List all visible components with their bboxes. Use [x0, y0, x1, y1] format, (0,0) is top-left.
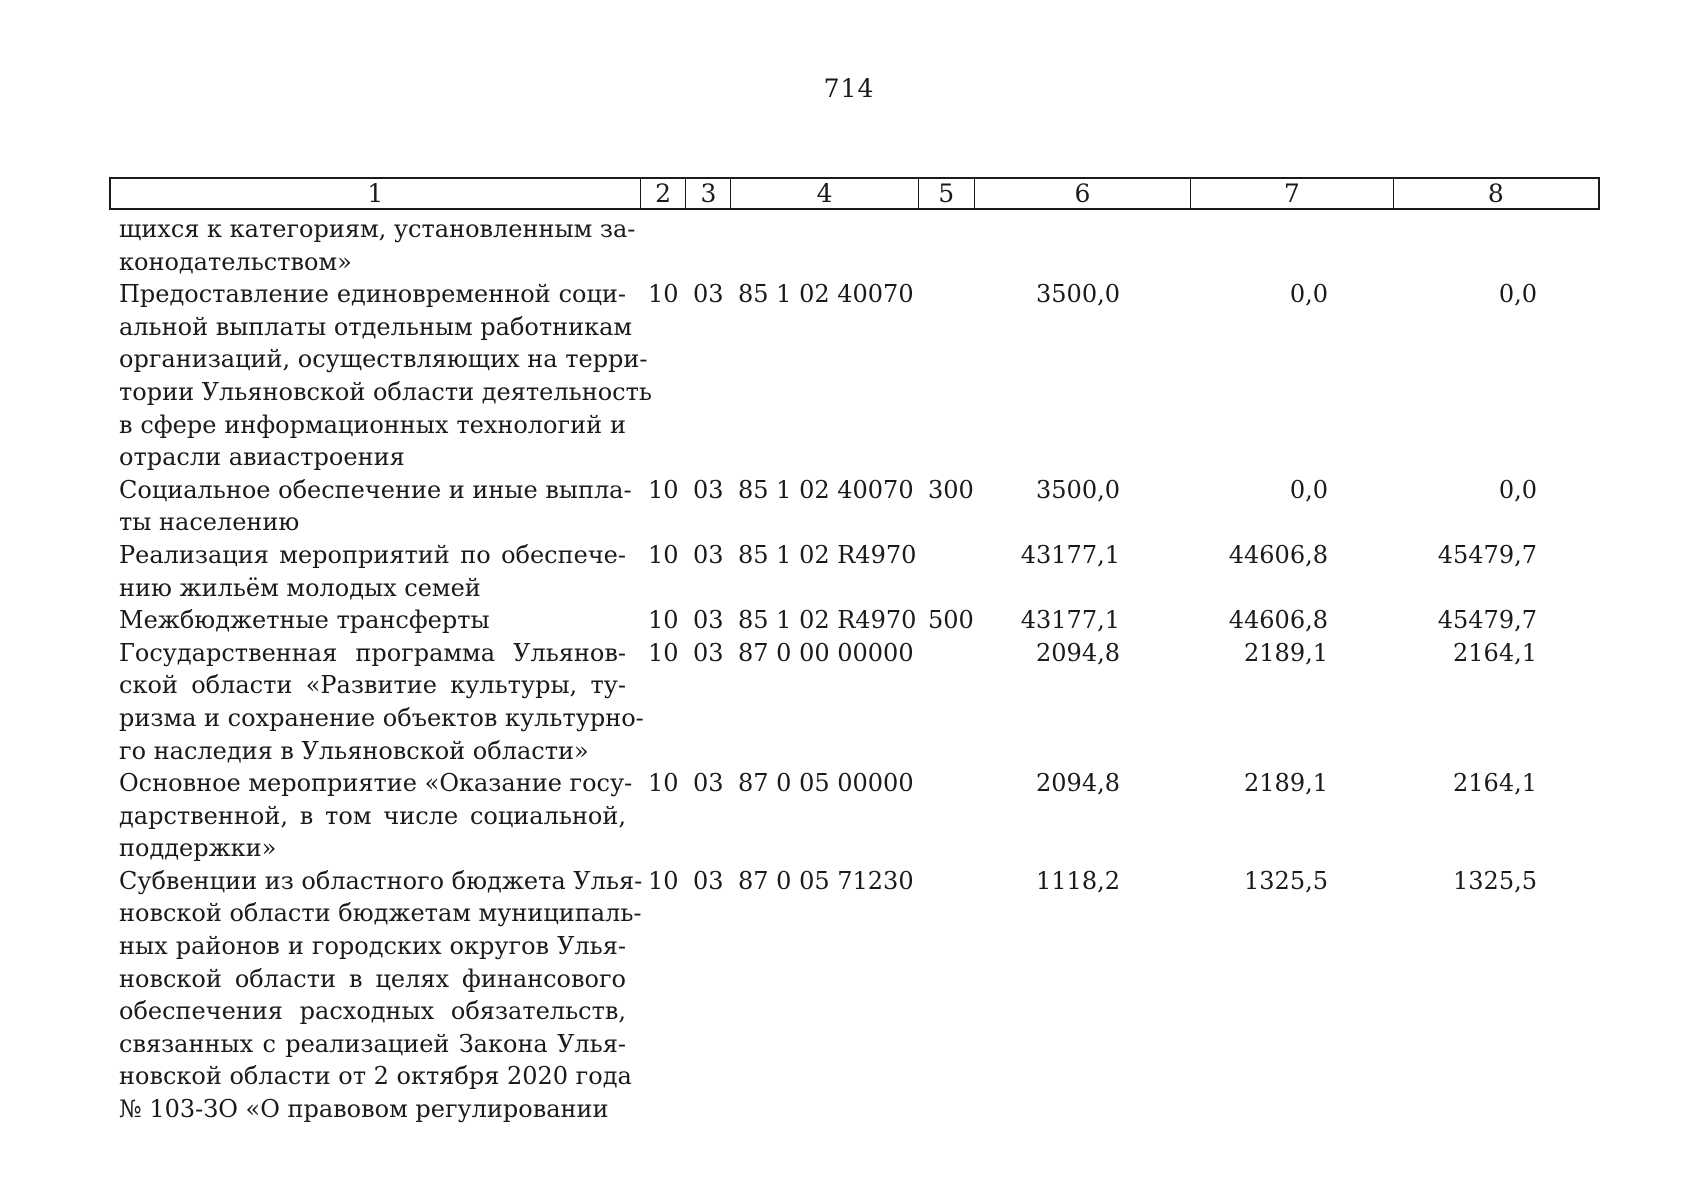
description-line: Социальное обеспечение и иные выпла- [119, 475, 632, 504]
cell-col-7: 44606,8 [1228, 540, 1328, 569]
cell-col-2: 10 [648, 606, 679, 635]
cell-col-2: 10 [648, 280, 679, 309]
description-line: поддержки» [119, 834, 277, 863]
description-line: альной выплаты отдельным работникам [119, 312, 633, 341]
description-line: ты населению [119, 508, 300, 537]
row-description [119, 637, 644, 767]
cell-col-3: 03 [693, 475, 724, 504]
row-description [119, 213, 636, 278]
table-header [109, 177, 1600, 210]
table-row [0, 278, 1698, 474]
cell-col-8: 2164,1 [1453, 638, 1537, 667]
description-line: щихся к категориям, установленным за- [119, 215, 636, 243]
table-row [0, 767, 1698, 865]
cell-col-4: 85 1 02 40070 [738, 280, 914, 309]
description-line: нию жильём молодых семей [119, 573, 481, 602]
description-line: тории Ульяновской области деятельность [119, 377, 652, 406]
description-line: обеспечения расходных обязательств, [119, 997, 626, 1026]
description-line: новской области от 2 октября 2020 года [119, 1062, 632, 1091]
cell-col-6: 3500,0 [1036, 280, 1120, 309]
description-line: го наследия в Ульяновской области» [119, 736, 589, 765]
row-description [119, 539, 626, 604]
cell-col-7: 1325,5 [1244, 866, 1328, 895]
cell-col-6: 43177,1 [1020, 540, 1120, 569]
cell-col-7: 0,0 [1289, 475, 1328, 504]
header-col-5: 5 [919, 179, 975, 208]
header-col-6: 6 [975, 179, 1191, 208]
table-body [0, 213, 1698, 1126]
cell-col-2: 10 [648, 638, 679, 667]
description-line: Межбюджетные трансферты [119, 606, 490, 635]
row-description [119, 278, 652, 474]
description-line: Основное мероприятие «Оказание госу- [119, 769, 633, 798]
header-col-7: 7 [1191, 179, 1393, 208]
table-row [0, 474, 1698, 539]
cell-col-7: 44606,8 [1228, 606, 1328, 635]
cell-col-5: 500 [928, 606, 974, 635]
cell-col-3: 03 [693, 769, 724, 798]
header-col-3: 3 [686, 179, 731, 208]
description-line: Предоставление единовременной соци- [119, 280, 626, 309]
table-row [0, 865, 1698, 1126]
cell-col-6: 1118,2 [1036, 866, 1120, 895]
cell-col-2: 10 [648, 866, 679, 895]
cell-col-7: 2189,1 [1244, 769, 1328, 798]
description-line: отрасли авиастроения [119, 443, 405, 472]
table-row [0, 604, 1698, 637]
cell-col-4: 85 1 02 40070 [738, 475, 914, 504]
header-col-4: 4 [731, 179, 919, 208]
cell-col-8: 0,0 [1498, 475, 1537, 504]
cell-col-7: 2189,1 [1244, 638, 1328, 667]
cell-col-7: 0,0 [1289, 280, 1328, 309]
cell-col-2: 10 [648, 769, 679, 798]
cell-col-4: 87 0 00 00000 [738, 638, 914, 667]
header-col-2: 2 [641, 179, 687, 208]
cell-col-4: 85 1 02 R4970 [738, 540, 917, 569]
cell-col-4: 85 1 02 R4970 [738, 606, 917, 635]
cell-col-6: 2094,8 [1036, 769, 1120, 798]
row-description [119, 865, 643, 1126]
cell-col-6: 3500,0 [1036, 475, 1120, 504]
description-line: конодательством» [119, 247, 352, 276]
header-col-8: 8 [1487, 179, 1504, 208]
description-line: Государственная программа Ульянов- [119, 638, 626, 667]
description-line: ных районов и городских округов Улья- [119, 932, 626, 961]
description-line: новской области в целях финансового [119, 964, 626, 993]
cell-col-8: 45479,7 [1437, 606, 1537, 635]
cell-col-3: 03 [693, 540, 724, 569]
cell-col-8: 2164,1 [1453, 769, 1537, 798]
description-line: дарственной, в том числе социальной, [119, 801, 626, 830]
page-number: 714 [823, 74, 875, 103]
cell-col-2: 10 [648, 475, 679, 504]
cell-col-8: 0,0 [1498, 280, 1537, 309]
table-row [0, 637, 1698, 767]
cell-col-6: 2094,8 [1036, 638, 1120, 667]
cell-col-2: 10 [648, 540, 679, 569]
row-description [119, 604, 626, 637]
description-line: Реализация мероприятий по обеспече- [119, 540, 626, 569]
cell-col-3: 03 [693, 866, 724, 895]
description-line: новской области бюджетам муниципаль- [119, 899, 642, 928]
description-line: в сфере информационных технологий и [119, 410, 626, 439]
description-line: ской области «Развитие культуры, ту- [119, 671, 626, 700]
description-line: организаций, осуществляющих на терри- [119, 345, 648, 374]
description-line: Субвенции из областного бюджета Улья- [119, 866, 643, 895]
cell-col-4: 87 0 05 00000 [738, 769, 914, 798]
table-row [0, 213, 1698, 278]
description-line: № 103-ЗО «О правовом регулировании [119, 1095, 609, 1124]
cell-col-3: 03 [693, 606, 724, 635]
table-row [0, 539, 1698, 604]
cell-col-4: 87 0 05 71230 [738, 866, 914, 895]
cell-col-5: 300 [928, 475, 974, 504]
cell-col-3: 03 [693, 638, 724, 667]
cell-col-3: 03 [693, 280, 724, 309]
row-description [119, 767, 633, 865]
header-col-1: 1 [111, 179, 641, 208]
description-line: связанных с реализацией Закона Улья- [119, 1029, 626, 1058]
cell-col-6: 43177,1 [1020, 606, 1120, 635]
cell-col-8: 1325,5 [1453, 866, 1537, 895]
description-line: ризма и сохранение объектов культурно- [119, 703, 644, 732]
row-description [119, 474, 632, 539]
cell-col-8: 45479,7 [1437, 540, 1537, 569]
